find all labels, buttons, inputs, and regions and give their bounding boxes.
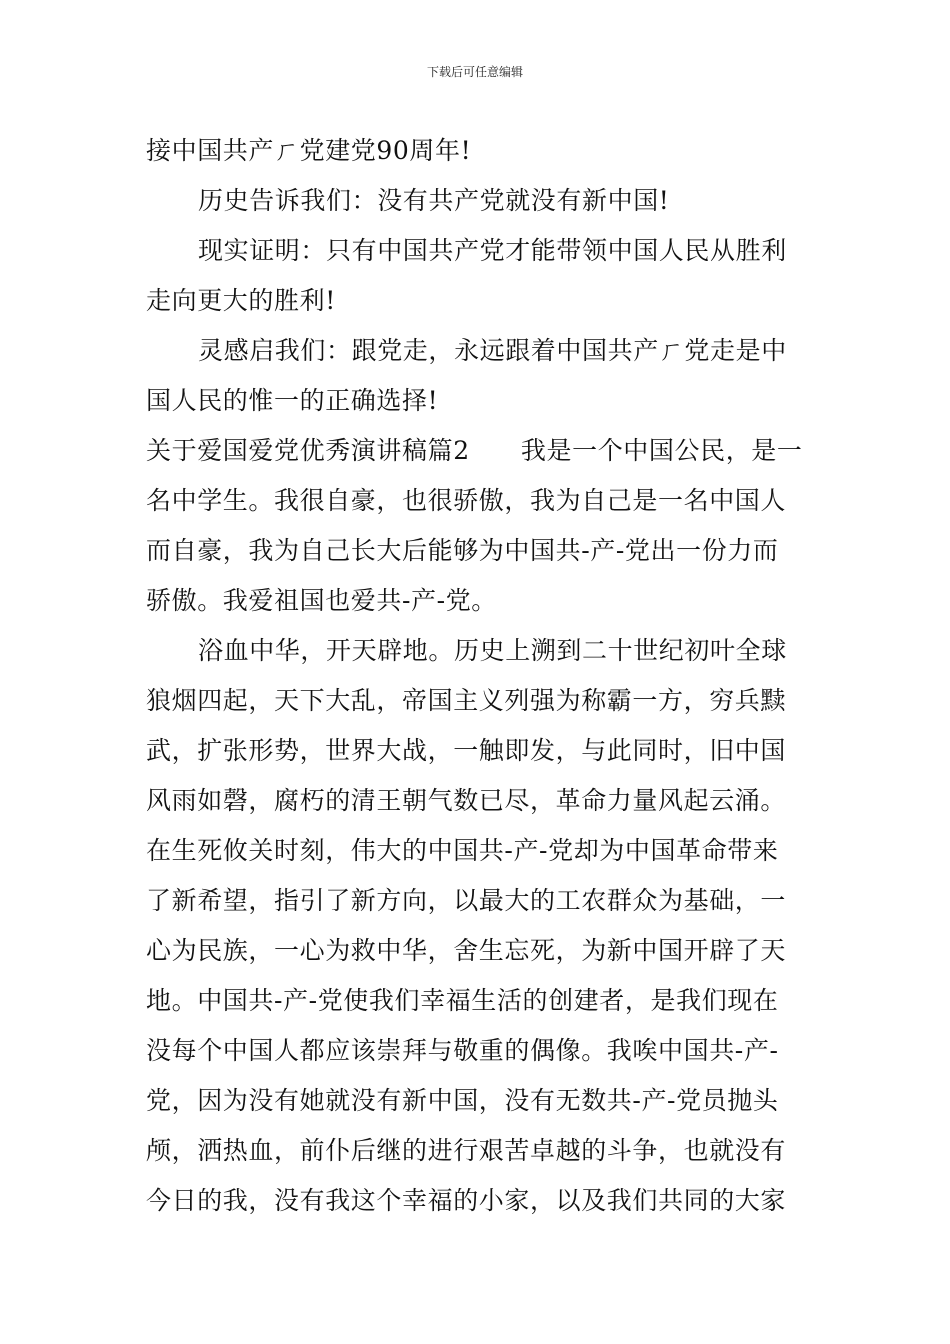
text-line: 而自豪，我为自己长大后能够为中国共-产-党出一份力而 bbox=[146, 536, 779, 565]
text-line: 灵感启我们：跟党走，永远跟着中国共产ㄏ党走是中 bbox=[198, 336, 787, 365]
text-line: 骄傲。我爱祖国也爱共-产-党。 bbox=[146, 586, 497, 615]
text-line: 历史告诉我们：没有共产党就没有新中国! bbox=[198, 186, 670, 215]
text-line: 党，因为没有她就没有新中国，没有无数共-产-党员抛头 bbox=[146, 1086, 779, 1115]
text-line: 在生死攸关时刻，伟大的中国共-产-党却为中国革命带来 bbox=[146, 836, 779, 865]
text-line: 心为民族，一心为救中华，舍生忘死，为新中国开辟了天 bbox=[146, 936, 787, 965]
section-heading-line: 关于爱国爱党优秀演讲稿篇2 我是一个中国公民，是一 bbox=[146, 436, 803, 465]
text-line: 今日的我，没有我这个幸福的小家，以及我们共同的大家 bbox=[146, 1186, 787, 1215]
text-line: 颅，洒热血，前仆后继的进行艰苦卓越的斗争，也就没有 bbox=[146, 1136, 787, 1165]
text-line: 狼烟四起，天下大乱，帝国主义列强为称霸一方，穷兵黩 bbox=[146, 686, 787, 715]
document-body bbox=[146, 126, 808, 1226]
text-line: 现实证明：只有中国共产党才能带领中国人民从胜利 bbox=[198, 236, 787, 265]
text-line: 名中学生。我很自豪，也很骄傲，我为自己是一名中国人 bbox=[146, 486, 787, 515]
text-line: 没每个中国人都应该崇拜与敬重的偶像。我唉中国共-产- bbox=[146, 1036, 779, 1065]
text-line: 地。中国共-产-党使我们幸福生活的创建者，是我们现在 bbox=[146, 986, 779, 1015]
page-header: 下载后可任意编辑 bbox=[426, 65, 523, 79]
text-line: 浴血中华，开天辟地。历史上溯到二十世纪初叶全球 bbox=[198, 636, 787, 665]
text-line: 走向更大的胜利! bbox=[146, 286, 336, 315]
text-line: 武，扩张形势，世界大战，一触即发，与此同时，旧中国 bbox=[146, 736, 787, 765]
text-line: 了新希望，指引了新方向，以最大的工农群众为基础，一 bbox=[146, 886, 787, 915]
text-line: 国人民的惟一的正确选择! bbox=[146, 386, 439, 415]
text-line: 风雨如磬，腐朽的清王朝气数已尽，革命力量风起云涌。 bbox=[146, 786, 787, 815]
text-line: 接中国共产ㄏ党建党90周年! bbox=[146, 136, 472, 165]
